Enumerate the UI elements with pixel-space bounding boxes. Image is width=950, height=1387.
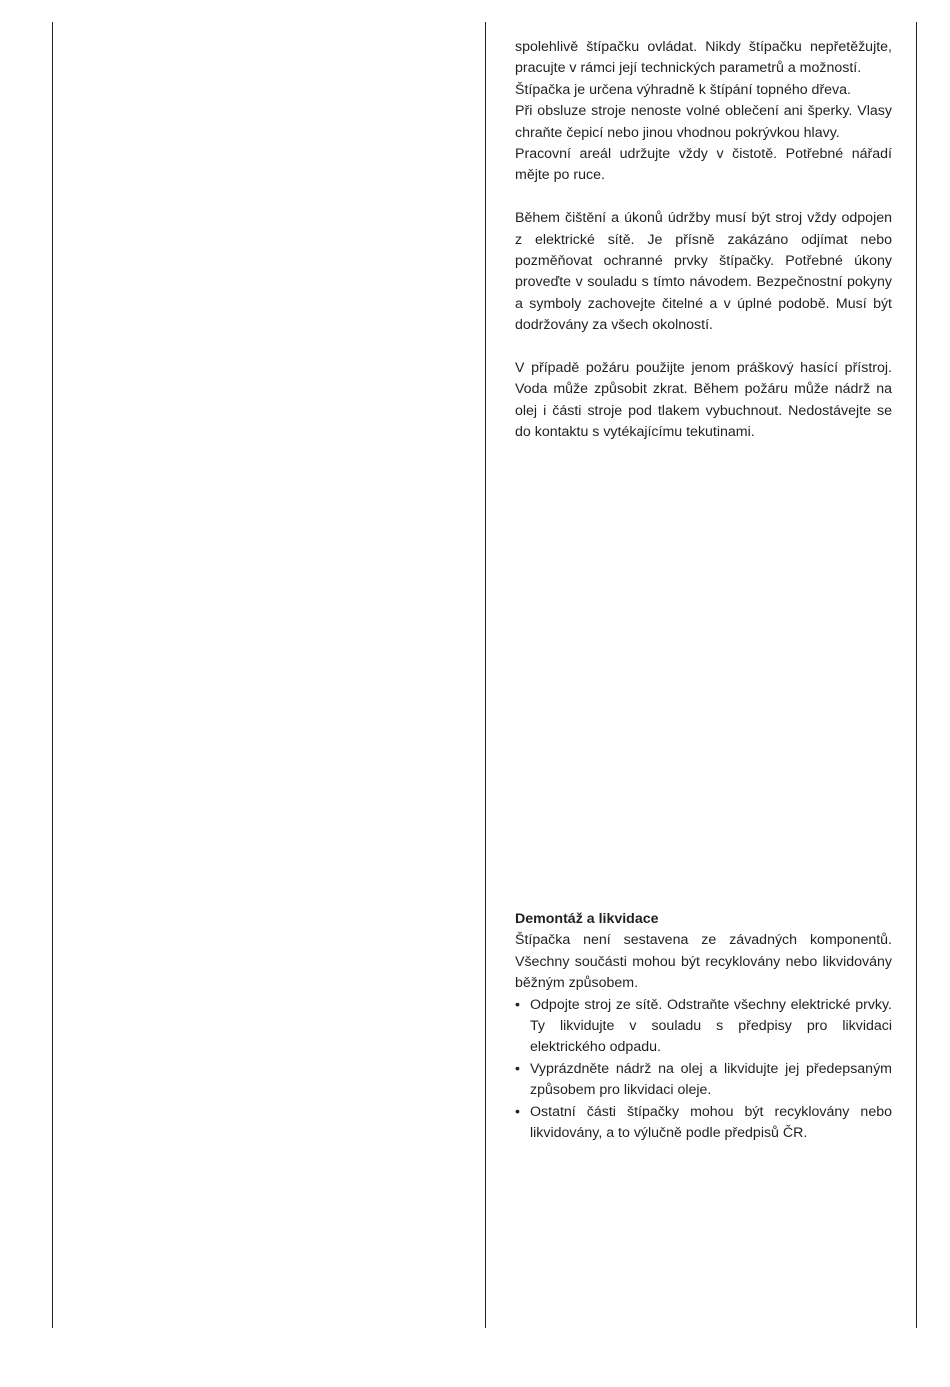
- safety-paragraphs-group: [515, 37, 892, 187]
- right-column-bottom-text: [515, 909, 892, 1144]
- paragraph-fire: V případě požáru použijte jenom práškový hasící přístroj. Voda může způsobit zkrat. Během požáru může nádrž na olej i části stroje pod tlakem vybuchnout. Nedostávejte se do kontaktu s vytékajícímu tekutinami.: [515, 360, 892, 441]
- list-item-text: Ostatní části štípačky mohou být recyklovány nebo likvidovány, a to výlučně podle předpisů ČR.: [530, 1103, 892, 1142]
- section-heading-disposal: Demontáž a likvidace: [515, 911, 659, 927]
- paragraph-workspace: Pracovní areál udržujte vždy v čistotě. Potřebné nářadí mějte po ruce.: [515, 146, 892, 184]
- list-item: [515, 1059, 892, 1102]
- bullet-icon: •: [515, 1060, 520, 1077]
- center-column-rule: [485, 22, 486, 1328]
- list-item: [515, 995, 892, 1059]
- disposal-bullet-list: [515, 995, 892, 1145]
- paragraph-disposal-intro: Štípačka není sestavena ze závadných komponentů. Všechny součásti mohou být recyklovány nebo likvidovány běžným způsobem.: [515, 932, 892, 992]
- bullet-icon: •: [515, 996, 520, 1013]
- list-item-text: Vyprázdněte nádrž na olej a likvidujte jej předepsaným způsobem pro likvidaci oleje.: [530, 1060, 892, 1099]
- list-item: [515, 1102, 892, 1145]
- list-item-text: Odpojte stroj ze sítě. Odstraňte všechny elektrické prvky. Ty likvidujte v souladu s předpisy pro likvidaci elektrického odpadu.: [530, 996, 892, 1056]
- bullet-icon: •: [515, 1103, 520, 1120]
- paragraph-clothing: Při obsluze stroje nenoste volné oblečení ani šperky. Vlasy chraňte čepicí nebo jinou vhodnou pokrývkou hlavy.: [515, 103, 892, 141]
- right-margin-rule: [916, 22, 917, 1328]
- fire-paragraph-block: [515, 358, 892, 444]
- paragraph-maintenance: Během čištění a úkonů údržby musí být stroj vždy odpojen z elektrické sítě. Je přísně zakázáno odjímat nebo pozměňovat ochranné prvky štípačky. Potřebné úkony proveďte v souladu s tímto návodem. Bezpečnostní pokyny a symboly zachovejte čitelné a v úplné podobě. Musí být dodržovány za všech okolností.: [515, 210, 892, 334]
- right-column-top-text: [515, 37, 892, 465]
- left-margin-rule: [52, 22, 53, 1328]
- paragraph-intended-use: Štípačka je určena výhradně k štípání topného dřeva.: [515, 81, 851, 98]
- maintenance-paragraph-block: [515, 208, 892, 336]
- paragraph-control-limits: spolehlivě štípačku ovládat. Nikdy štípačku nepřetěžujte, pracujte v rámci její technických parametrů a možností.: [515, 39, 892, 77]
